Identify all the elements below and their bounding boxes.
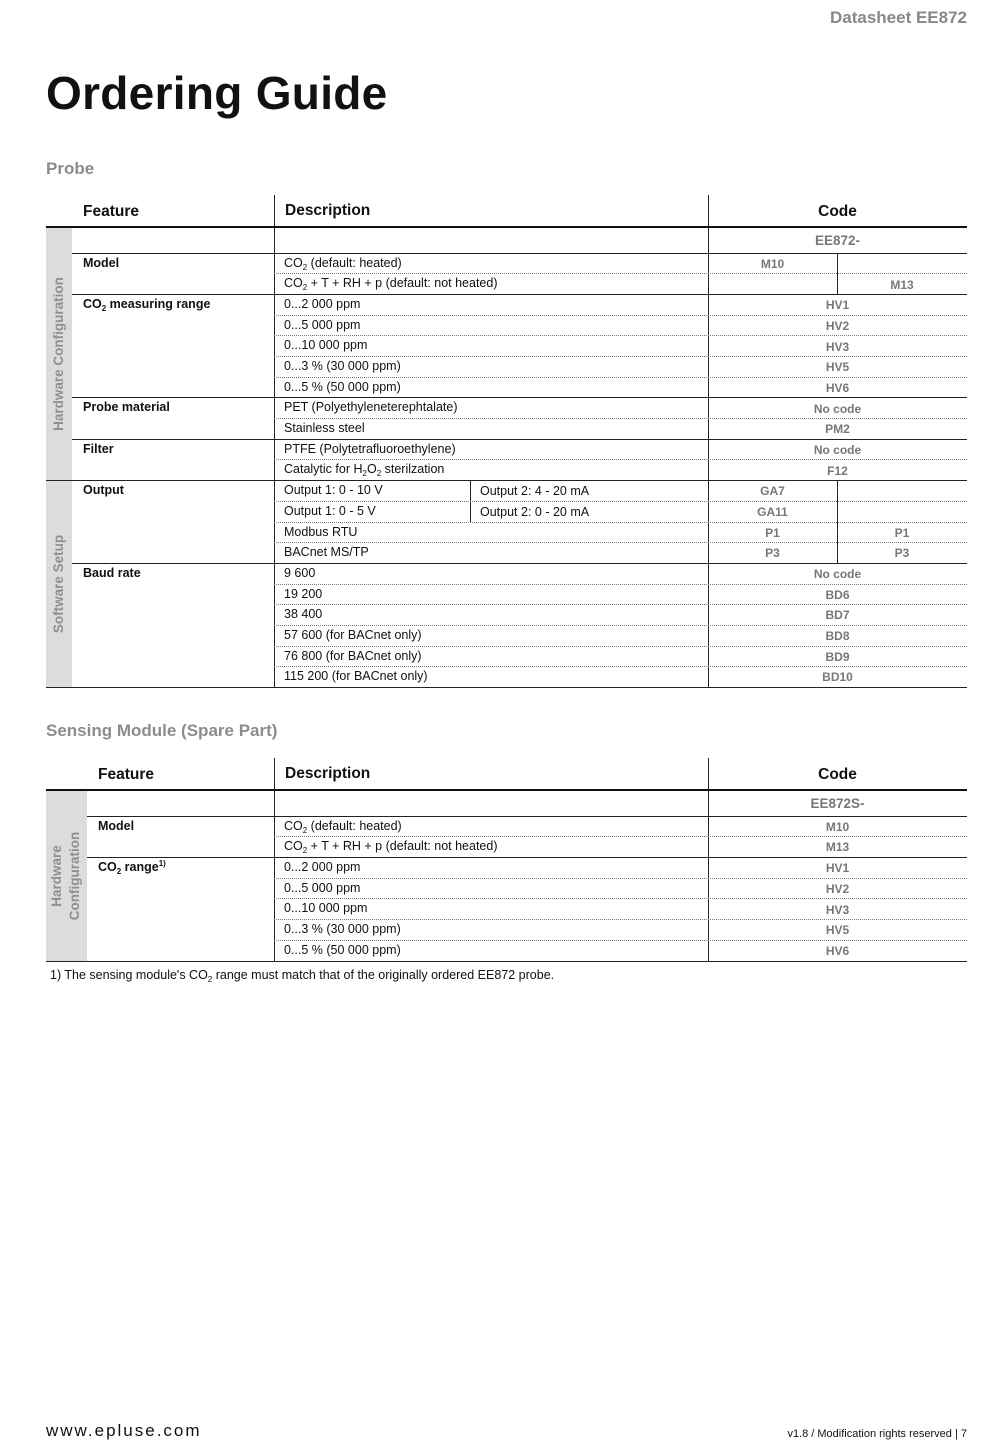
hardware-group-label: Hardware Configuration: [51, 277, 66, 431]
desc-range: 0...5 % (50 000 ppm): [284, 380, 401, 394]
divider: [274, 195, 275, 687]
code-hv2: HV2: [825, 319, 850, 333]
desc-baud: 19 200: [284, 587, 323, 601]
desc-model-co2-t-rh-p: $CO_2 + T$ + RH + p (default: not heated): [284, 839, 498, 855]
row-rule: [72, 397, 967, 398]
module-feature-header: Feature: [98, 766, 154, 783]
row-rule: [274, 335, 967, 336]
code-hv5: HV5: [825, 360, 850, 374]
row-rule: [274, 273, 967, 274]
code-ga7: GA7: [760, 484, 785, 498]
probe-code-header: Code: [818, 203, 857, 220]
desc-output: Output 1: 0 - 5 V: [284, 504, 376, 518]
desc-model-co2-t-rh-p: $CO_2 + T$ + RH + p (default: not heated): [284, 276, 498, 292]
desc-range: 0...2 000 ppm: [284, 860, 361, 874]
code-hv3: HV3: [825, 340, 850, 354]
code-hv1: HV1: [825, 861, 850, 875]
code-m13: M13: [890, 278, 914, 292]
desc-range: 0...2 000 ppm: [284, 297, 361, 311]
table-bottom-rule: [46, 961, 967, 962]
code-no-code: No code: [813, 402, 862, 416]
code-bd6: BD6: [825, 588, 850, 602]
row-rule: [274, 646, 967, 647]
software-group-band: [46, 481, 72, 687]
desc-model-co2: $CO_2$ (default: heated): [284, 819, 402, 835]
probe-code-prefix: EE872-: [814, 233, 861, 248]
row-rule: [87, 816, 967, 817]
row-rule: [274, 501, 967, 502]
footer-website-link[interactable]: www.epluse.com: [46, 1421, 202, 1440]
code-pm2: PM2: [825, 422, 850, 436]
desc-baud: 76 800 (for BACnet only): [284, 649, 422, 663]
row-rule: [274, 836, 967, 837]
code-bd8: BD8: [825, 629, 850, 643]
row-rule: [87, 857, 967, 858]
feature-output: Output: [83, 483, 124, 497]
probe-description-header: Description: [285, 202, 371, 219]
code-hv3: HV3: [825, 903, 850, 917]
row-rule: [274, 522, 967, 523]
row-rule: [274, 625, 967, 626]
row-rule: [72, 563, 967, 564]
feature-model: Model: [83, 256, 120, 270]
code-hv2: HV2: [825, 882, 850, 896]
desc-output: BACnet MS/TP: [284, 545, 369, 559]
software-group-label: Software Setup: [51, 534, 66, 634]
code-bd9: BD9: [825, 650, 850, 664]
row-rule: [46, 480, 967, 481]
code-p3: P3: [894, 546, 910, 560]
desc-range: 0...3 % (30 000 ppm): [284, 922, 401, 936]
code-bd10: BD10: [822, 670, 853, 684]
row-rule: [72, 439, 967, 440]
row-rule: [274, 940, 967, 941]
hardware-group-band: [46, 228, 72, 480]
module-hardware-group-label: Hardware Configuration: [49, 831, 82, 921]
desc-output: Output 1: 0 - 10 V: [284, 483, 383, 497]
row-rule: [274, 919, 967, 920]
header-rule: [46, 226, 967, 228]
code-m13: M13: [825, 840, 850, 854]
desc-baud: 115 200 (for BACnet only): [284, 669, 428, 683]
probe-section-title: Probe: [46, 159, 95, 178]
desc-filter: Catalytic for $H_2O_2$ sterilzation: [284, 462, 445, 478]
footnote: 1) The sensing module's $CO_2$ range must match that of the originally ordered EE872 probe.: [50, 968, 555, 984]
row-rule: [274, 315, 967, 316]
module-table: [46, 758, 967, 963]
module-code-prefix: EE872S-: [810, 796, 865, 811]
row-rule: [274, 898, 967, 899]
table-bottom-rule: [46, 687, 967, 688]
module-section-title: Sensing Module (Spare Part): [46, 721, 278, 740]
probe-feature-header: Feature: [83, 203, 139, 220]
row-rule: [72, 294, 967, 295]
row-rule: [274, 459, 967, 460]
code-m10: M10: [825, 820, 850, 834]
module-description-header: Description: [285, 765, 371, 782]
code-hv5: HV5: [825, 923, 850, 937]
code-ga11: GA11: [757, 505, 788, 519]
code-bd7: BD7: [825, 608, 850, 622]
row-rule: [274, 356, 967, 357]
code-hv6: HV6: [825, 944, 850, 958]
desc-output: Output 2: 0 - 20 mA: [480, 505, 590, 519]
desc-material: Stainless steel: [284, 421, 365, 435]
header-rule: [46, 789, 967, 791]
feature-model: Model: [98, 819, 135, 833]
module-hardware-group-band: [46, 791, 87, 961]
feature-probe-material: Probe material: [83, 400, 170, 414]
code-p3: P3: [765, 546, 780, 560]
desc-range: 0...5 000 ppm: [284, 318, 361, 332]
probe-table: [46, 195, 967, 690]
document-name: Datasheet EE872: [829, 8, 967, 27]
row-rule: [274, 666, 967, 667]
desc-model-co2: $CO_2$ (default: heated): [284, 256, 402, 272]
desc-range: 0...3 % (30 000 ppm): [284, 359, 401, 373]
code-no-code: No code: [813, 567, 862, 581]
page-title: Ordering Guide: [46, 67, 388, 119]
feature-co2-range: $CO_2$ measuring range: [83, 297, 211, 313]
desc-output: Output 2: 4 - 20 mA: [480, 484, 590, 498]
desc-baud: 9 600: [284, 566, 316, 580]
code-p1: P1: [894, 526, 910, 540]
desc-baud: 38 400: [284, 607, 323, 621]
row-rule: [274, 377, 967, 378]
code-f12: F12: [827, 464, 848, 478]
code-hv1: HV1: [825, 298, 850, 312]
desc-range: 0...5 000 ppm: [284, 881, 361, 895]
desc-range: 0...10 000 ppm: [284, 901, 368, 915]
code-m10: M10: [760, 257, 785, 271]
desc-range: 0...10 000 ppm: [284, 338, 368, 352]
feature-co2-range: $CO_2$ range$^{1)}$: [98, 859, 166, 876]
row-rule: [274, 584, 967, 585]
code-hv6: HV6: [825, 381, 850, 395]
footer-version: v1.8 / Modification rights reserved | 7: [787, 1428, 967, 1440]
code-p1: P1: [765, 526, 780, 540]
desc-range: 0...5 % (50 000 ppm): [284, 943, 401, 957]
feature-filter: Filter: [83, 442, 114, 456]
code-no-code: No code: [813, 443, 862, 457]
desc-output: Modbus RTU: [284, 525, 358, 539]
row-rule: [72, 253, 967, 254]
row-rule: [274, 878, 967, 879]
desc-baud: 57 600 (for BACnet only): [284, 628, 422, 642]
module-code-header: Code: [818, 766, 857, 783]
desc-filter: PTFE (Polytetrafluoroethylene): [284, 442, 456, 456]
row-rule: [274, 418, 967, 419]
feature-baud-rate: Baud rate: [83, 566, 141, 580]
desc-material: PET (Polyethyleneterephtalate): [284, 400, 458, 414]
row-rule: [274, 604, 967, 605]
row-rule: [274, 542, 967, 543]
